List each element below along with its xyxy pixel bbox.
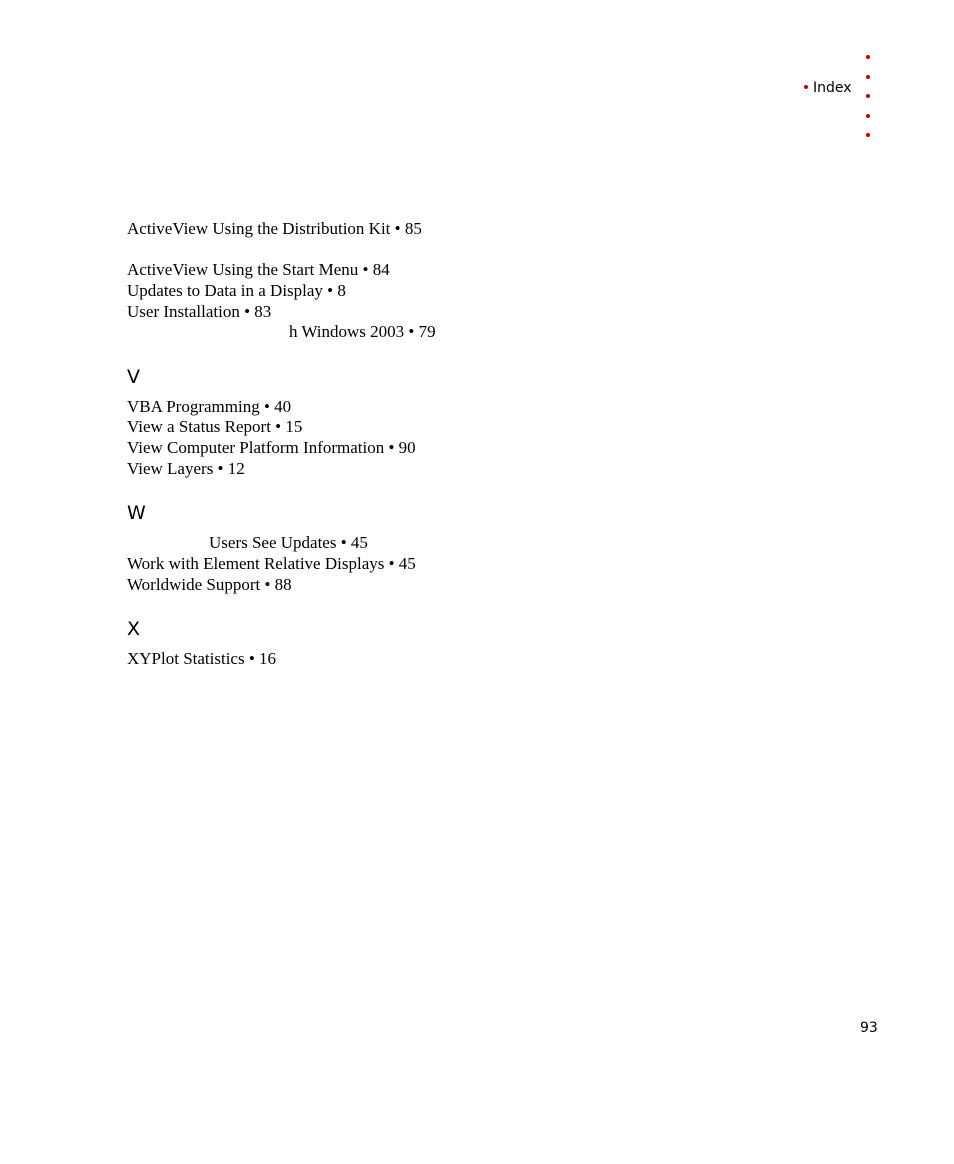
index-entry: Work with Element Relative Displays • 45 — [127, 554, 416, 573]
index-entry: View Layers • 12 — [127, 459, 245, 478]
index-entry: h Windows 2003 • 79 — [289, 322, 436, 341]
dot-icon — [866, 55, 870, 59]
page-number: 93 — [860, 1020, 878, 1036]
decorative-dots — [866, 55, 871, 153]
index-entry: User Installation • 83 — [127, 302, 272, 321]
index-entry: Updates to Data in a Display • 8 — [127, 281, 346, 300]
index-entry: Users See Updates • 45 — [209, 533, 368, 552]
dot-icon — [866, 94, 870, 98]
section-heading-x: X — [127, 618, 141, 640]
index-entry: ActiveView Using the Start Menu • 84 — [127, 260, 390, 279]
index-entry: VBA Programming • 40 — [127, 397, 292, 416]
section-heading-v: V — [127, 366, 140, 388]
header-title-text: Index — [813, 80, 852, 96]
dot-icon — [866, 114, 870, 118]
index-entry: ActiveView Using the Distribution Kit • 85 — [127, 219, 422, 238]
dot-icon — [866, 133, 870, 137]
header-section-title — [804, 78, 852, 98]
bullet-icon — [804, 85, 808, 89]
index-entry: Worldwide Support • 88 — [127, 575, 292, 594]
section-heading-w: W — [127, 502, 146, 524]
index-entry: XYPlot Statistics • 16 — [127, 649, 277, 668]
dot-icon — [866, 75, 870, 79]
index-entry: View Computer Platform Information • 90 — [127, 438, 416, 457]
index-entry: View a Status Report • 15 — [127, 417, 303, 436]
